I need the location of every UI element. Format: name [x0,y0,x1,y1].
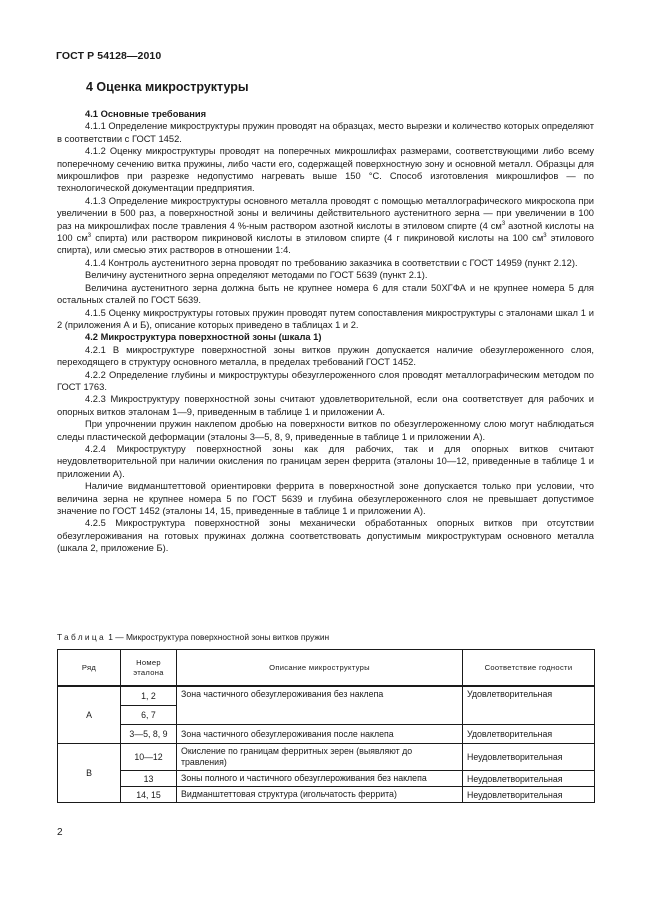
cell-number: 3—5, 8, 9 [121,725,177,744]
table-row [58,744,595,771]
table-caption-prefix: Таблица [57,632,106,642]
document-header: ГОСТ Р 54128—2010 [56,50,162,62]
cell-description: Зоны полного и частичного обезуглероживания без наклепа [177,771,463,787]
page-number: 2 [57,827,63,838]
row-group-label: В [58,744,121,803]
paragraph-4-2-4: 4.2.4 Микроструктуру поверхностной зоны как для рабочих, так и для опорных витков считают неудовлетворительной при наличии окисления по границам зерен феррита (эталоны 10—12, приведенные в таблице 1 и приложении А). [57,443,594,479]
table-caption-title: 1 — Микроструктура поверхностной зоны витков пружин [105,632,330,642]
superscript-3: 3 [87,232,92,239]
section-title: 4 Оценка микроструктуры [86,80,249,94]
subsection-4-1-heading: 4.1 Основные требования [85,109,207,119]
paragraph-4-2-5: 4.2.5 Микроструктура поверхностной зоны механически обработанных опорных витков при отсутствии обезуглероживания на готовых пружинах должна соответствовать допустимым микроструктурам основного металла (шкала 2, приложение Б). [57,518,594,554]
cell-conformity: Неудовлетворительная [463,787,595,803]
cell-conformity: Неудовлетворительная [463,744,595,771]
table-row [58,686,595,706]
paragraph-4-2-1: 4.2.1 В микроструктуре поверхностной зоны витков пружин допускается наличие обезуглероженного слоя, переходящего в структуру основного металла, в пределах требований ГОСТ 1452. [57,344,594,368]
table-row [58,771,595,787]
paragraph-4-1-4-methods: Величину аустенитного зерна определяют методами по ГОСТ 5639 (пункт 2.1). [85,270,428,281]
microstructure-table [57,649,595,803]
table-caption [57,632,329,642]
paragraph-4-2-3-hardening: При упрочнении пружин наклепом дробью на поверхности витков по обезуглероженному слою могут наблюдаться следы пластической деформации (эталоны 3—5, 8, 9, приведенные в таблице 1 и приложении А). [57,419,594,442]
cell-description: Окисление по границам ферритных зерен (выявляют до травления) [177,744,463,771]
paragraph-4-1-1: 4.1.1 Определение микроструктуры пружин проводят на образцах, место вырезки и количество которых определяют в соответствии с ГОСТ 1452. [57,121,594,144]
header-description: Описание микроструктуры [177,650,463,687]
paragraph-4-1-3-part-a: 4.1.3 Определение микроструктуры основного металла проводят с помощью металлографического микроскопа при увеличении в 500 раз, а поверхностной зоны и величины действительного аустенитного зерна — при увеличении в 100 раз на микрошлифах после травления 4 %-ным раствором азотной кислоты в этиловом спирте (4 см [57,195,594,231]
cell-conformity: Удовлетворительная [463,686,595,725]
table-row [58,725,595,744]
cell-number: 6, 7 [121,706,177,725]
paragraph-4-1-2: 4.1.2 Оценку микроструктуры проводят на поперечных микрошлифах размерами, соответствующими либо всему поперечному сечению витка пружины, либо части его, содержащей поверхностную зону и основной металл. Образцы для микрошлифов при разрезке недопустимо нагревать выше 150 °С. Способ изготовления микрошлифов — по технологической документации предприятия. [57,146,594,194]
paragraph-4-1-3-part-c: спирта) или раствором пикриновой кислоты в этиловом спирте (4 г пикриновой кислоты на 100 см [91,233,544,244]
cell-number: 10—12 [121,744,177,771]
cell-number: 13 [121,771,177,787]
paragraph-4-1-3-part-d: этилового спирта), или смесью этих растворов в отношении 1:4. [57,233,594,256]
paragraph-4-1-3 [57,195,594,257]
cell-description: Зона частичного обезуглероживания без наклепа [177,686,463,725]
paragraph-4-1-4: 4.1.4 Контроль аустенитного зерна проводят по требованию заказчика в соответствии с ГОСТ 14959 (пункт 2.12). [85,257,578,268]
cell-number: 1, 2 [121,686,177,706]
paragraph-4-2-4-widmanstatten: Наличие видманштеттовой ориентировки феррита в поверхностной зоне допускается только при условии, что величина зерна не крупнее номера 5 по ГОСТ 5639 и глубина обезуглероженного слоя не превышает допустимое значение по ГОСТ 1452 (эталоны 14, 15, приведенные в таблице 1 и приложении А). [57,481,594,516]
paragraph-4-2-2: 4.2.2 Определение глубины и микроструктуры обезуглероженного слоя проводят металлографическим методом по ГОСТ 1763. [57,369,594,392]
paragraph-4-2-3: 4.2.3 Микроструктуру поверхностной зоны считают удовлетворительной, если она соответствует для рабочих и опорных витков эталонам 1—9, приведенным в таблице 1 и приложении А. [57,394,594,417]
paragraph-4-1-5: 4.1.5 Оценку микроструктуры готовых пружин проводят путем сопоставления микроструктуры с эталонами шкал 1 и 2 (приложения А и Б), описание которых приведено в таблицах 1 и 2. [57,307,594,330]
cell-number: 14, 15 [121,787,177,803]
paragraph-4-1-3-part-b: азотной кислоты на 100 см [57,220,594,244]
cell-description: Зона частичного обезуглероживания после наклепа [177,725,463,744]
cell-conformity: Неудовлетворительная [463,771,595,787]
header-conformity: Соответствие годности [463,650,595,687]
cell-conformity: Удовлетворительная [463,725,595,744]
table-header-row [58,650,595,687]
cell-description: Видманштеттовая структура (игольчатость феррита) [177,787,463,803]
header-number: Номер эталона [121,650,177,687]
table-row [58,787,595,803]
paragraph-4-1-4-grain-size: Величина аустенитного зерна должна быть не крупнее номера 6 для стали 50ХГФА и не крупнее номера 5 для остальных сталей по ГОСТ 5639. [57,282,594,306]
superscript-3: 3 [501,220,506,227]
superscript-3: 3 [543,232,547,239]
header-row: Ряд [58,650,121,687]
row-group-label: А [58,686,121,744]
subsection-4-2-heading: 4.2 Микроструктура поверхностной зоны (шкала 1) [85,332,322,343]
body-text [57,108,594,555]
